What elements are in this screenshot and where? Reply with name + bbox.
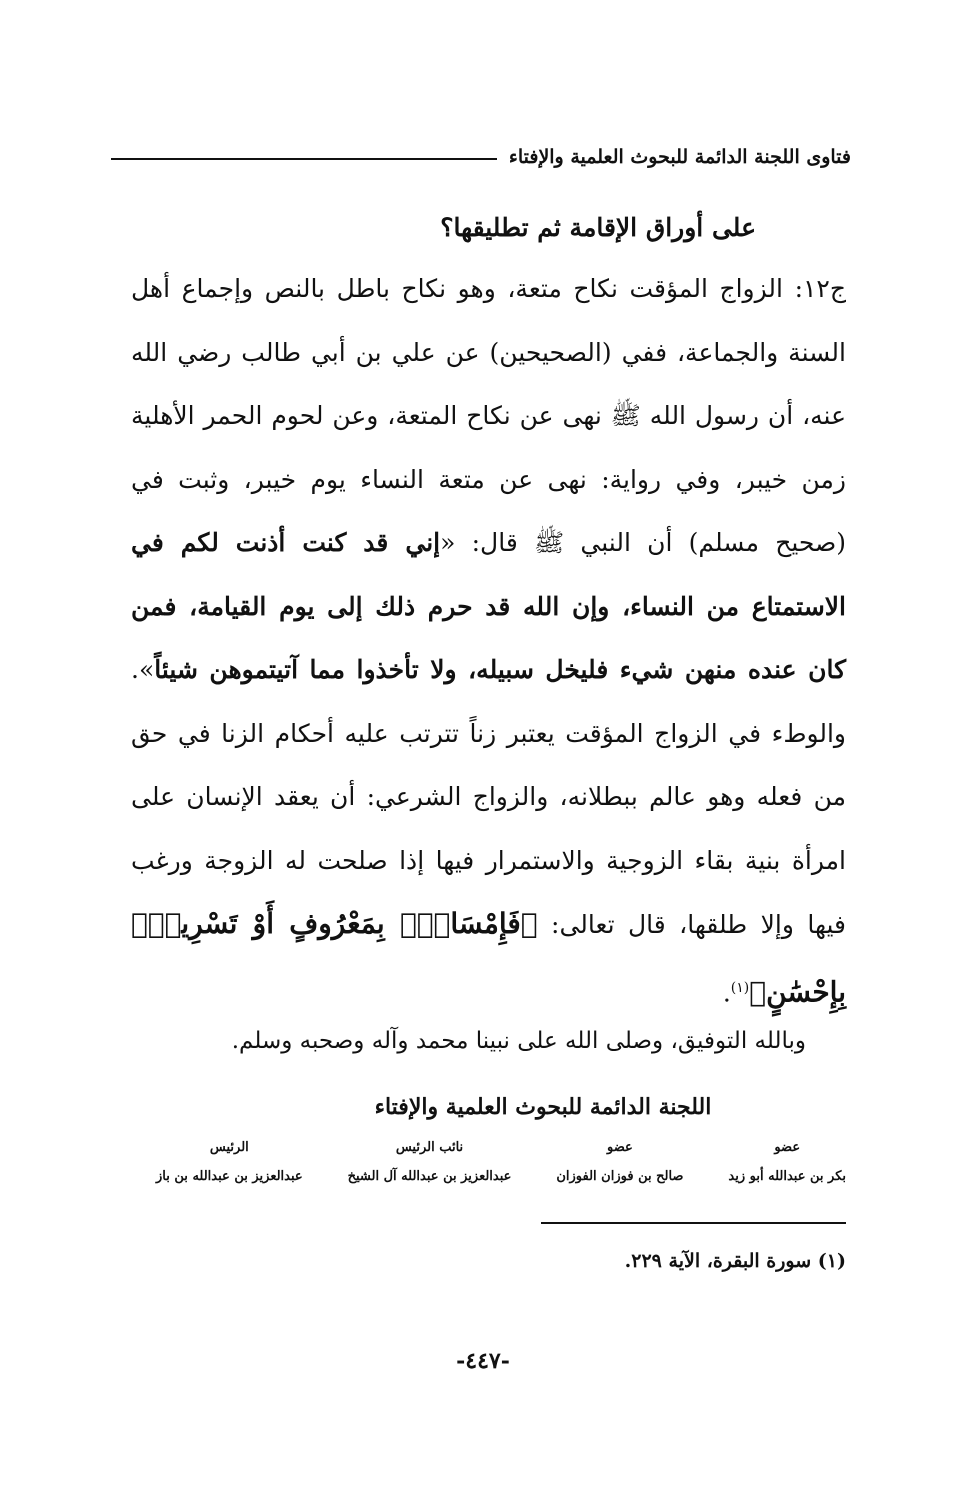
closing-line: وبالله التوفيق، وصلى الله على نبينا محمد وآله وصحبه وسلم.: [231, 1028, 806, 1054]
header-rule: [111, 158, 497, 160]
signatory-name: بكر بن عبدالله أبو زيد: [728, 1169, 846, 1184]
signatory-name: عبدالعزيز بن عبدالله بن باز: [156, 1169, 303, 1184]
footnote: (١) سورة البقرة، الآية ٢٢٩.: [624, 1250, 846, 1272]
answer-text-part1: الزواج المؤقت نكاح متعة، وهو نكاح باطل بالنص وإجماع أهل السنة والجماعة، ففي (الصحيحين) عن علي بن أبي طالب رضي الله عنه، أن رسول الله ﷺ نهى عن نكاح المتعة، وعن لحوم الحمر الأهلية زمن خيبر، وفي رواية: نهى عن متعة النساء يوم خيبر، وثبت في (صحيح مسلم) أن النبي ﷺ قال: «: [131, 274, 846, 557]
signatory-role: نائب الرئيس: [395, 1140, 464, 1155]
quran-verse: ﴿فَإِمْسَاكٌۢ بِمَعْرُوفٍ أَوْ تَسْرِيحٌۢ بِإِحْسَٰنٍ﴾: [131, 907, 846, 1008]
footnote-divider: [541, 1222, 846, 1224]
signatory-role: الرئيس: [209, 1140, 249, 1155]
committee-name: اللجنة الدائمة للبحوث العلمية والإفتاء: [374, 1094, 712, 1120]
signatory: [156, 1140, 303, 1184]
hadith-quote: إني قد كنت أذنت لكم في الاستمتاع من النساء، وإن الله قد حرم ذلك إلى يوم القيامة، فمن كان عنده منهن شيء فليخل سبيله، ولا تأخذوا مما آتيتموهن شيئاً: [131, 528, 846, 684]
signatory: [348, 1140, 512, 1184]
question-tail: على أوراق الإقامة ثم تطليقها؟: [440, 213, 756, 242]
signatory: [556, 1140, 683, 1184]
answer-label: ج١٢:: [794, 274, 846, 303]
fatwa-body: [131, 205, 846, 1024]
signatory-name: صالح بن فوزان الفوزان: [556, 1169, 684, 1184]
running-header-title: فتاوى اللجنة الدائمة للبحوث العلمية والإفتاء: [508, 146, 851, 168]
signatories: [156, 1140, 846, 1184]
signatory-role: عضو: [607, 1140, 633, 1155]
running-header: [111, 146, 851, 168]
answer-paragraph: [131, 257, 846, 1024]
signatory-name: عبدالعزيز بن عبدالله آل الشيخ: [347, 1169, 512, 1184]
signatory-role: عضو: [774, 1140, 801, 1155]
footnote-reference: (١): [730, 979, 750, 996]
page-number: -٤٤٧-: [456, 1348, 510, 1374]
answer-text-part2: ». والوطء في الزواج المؤقت يعتبر زناً تترتب عليه أحكام الزنا في حق من فعله وهو عالم ببطلانه، والزواج الشرعي: أن يعقد الإنسان على امرأة بنية بقاء الزوجية والاستمرار فيها إذا صلحت له الزوجة ورغب فيها وإلا طلقها، قال تعالى:: [131, 655, 847, 939]
signatory: [728, 1140, 846, 1184]
answer-end: .: [722, 977, 731, 1007]
